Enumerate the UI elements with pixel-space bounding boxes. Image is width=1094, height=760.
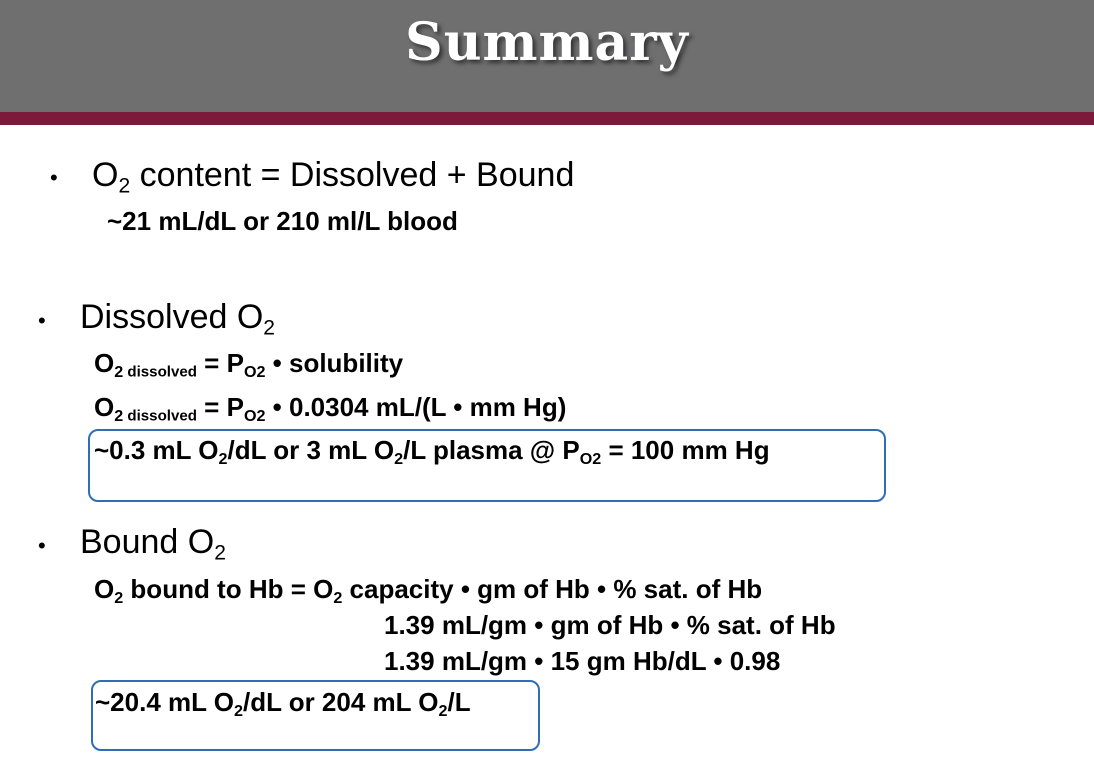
result-text: ~20.4 mL O	[95, 687, 234, 717]
bullet-1: •	[50, 165, 58, 190]
dissolved-equation-2	[94, 392, 566, 423]
eq-subscript: 2	[114, 588, 124, 607]
eq-subscript: O2	[243, 406, 266, 425]
result-text: = 100 mm Hg	[601, 435, 770, 465]
eq-subscript-label: dissolved	[123, 363, 197, 381]
result-subscript: O2	[579, 449, 602, 468]
eq-text: O	[94, 392, 115, 422]
eq-subscript: 2	[114, 362, 124, 381]
eq-subscript: 2	[333, 588, 343, 607]
heading-text: Dissolved O	[80, 298, 264, 336]
eq-text: • solubility	[265, 348, 404, 378]
result-text: /dL or 204 mL O	[242, 687, 439, 717]
result-text: /L plasma @ P	[403, 435, 580, 465]
heading-text: O	[92, 156, 119, 194]
title-accent-stripe	[0, 112, 1094, 125]
result-subscript: 2	[394, 449, 404, 468]
bullet-3: •	[38, 533, 46, 558]
eq-text: = P	[196, 348, 244, 378]
eq-text: • 0.0304 mL/(L • mm Hg)	[265, 392, 567, 422]
dissolved-equation-1	[94, 348, 403, 379]
heading-subscript: 2	[263, 316, 276, 340]
heading-o2-content	[92, 156, 575, 198]
result-subscript: 2	[234, 701, 243, 720]
heading-text-end: content = Dissolved + Bound	[130, 156, 575, 194]
bullet-2: •	[38, 308, 46, 333]
bound-equation-2: 1.39 mL/gm • gm of Hb • % sat. of Hb	[384, 610, 836, 640]
result-text: /dL or 3 mL O	[227, 435, 395, 465]
bound-equation-1	[94, 574, 762, 605]
eq-subscript-label: dissolved	[123, 407, 197, 425]
result-text: /L	[447, 687, 471, 717]
dissolved-result	[94, 435, 770, 466]
heading-bound-o2	[80, 523, 226, 565]
bound-result	[95, 687, 471, 718]
eq-text: bound to Hb = O	[123, 574, 334, 604]
eq-text: O	[94, 574, 115, 604]
result-text: ~0.3 mL O	[94, 435, 219, 465]
result-subscript: 2	[438, 701, 448, 720]
bound-equation-3: 1.39 mL/gm • 15 gm Hb/dL • 0.98	[384, 646, 781, 676]
heading-dissolved-o2	[80, 298, 276, 340]
eq-text: O	[94, 348, 115, 378]
heading-subscript: 2	[214, 541, 226, 565]
eq-text: = P	[196, 392, 244, 422]
result-subscript: 2	[218, 449, 228, 468]
slide-title: Summary	[405, 12, 689, 73]
eq-subscript: O2	[243, 362, 266, 381]
heading-subscript: 2	[118, 174, 131, 198]
eq-text: capacity • gm of Hb • % sat. of Hb	[342, 574, 763, 604]
eq-subscript: 2	[114, 406, 124, 425]
heading-text: Bound O	[80, 523, 215, 561]
o2-content-value: ~21 mL/dL or 210 ml/L blood	[107, 206, 458, 236]
